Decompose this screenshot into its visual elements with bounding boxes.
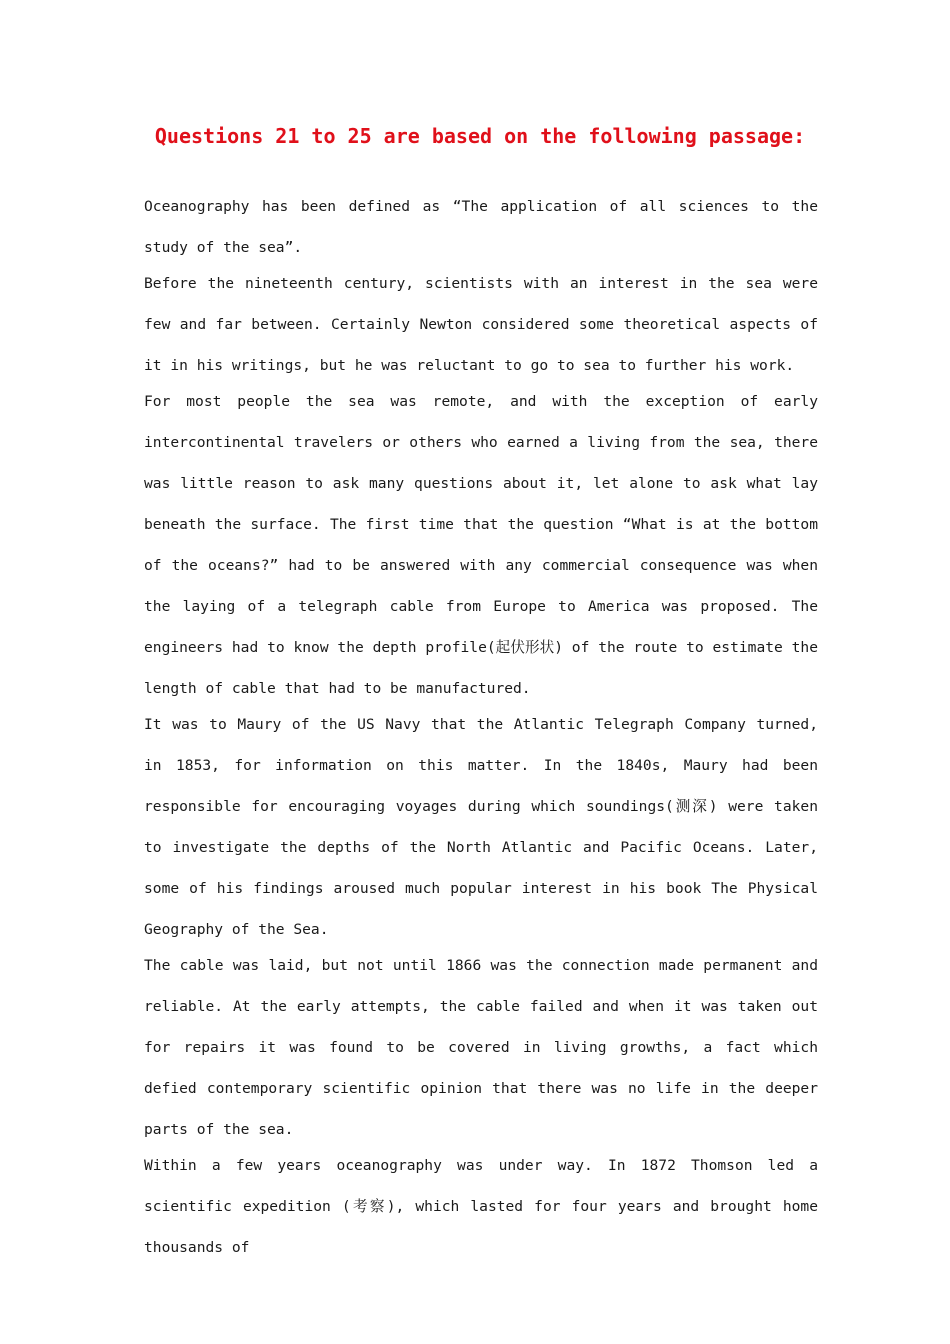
paragraph-2: Before the nineteenth century, scientists with an interest in the sea were few and far between. Certainly Newton considered some theoretical aspects of it in his writings, but he was reluctant to go to sea to further his work. [144,275,818,374]
passage-body [144,186,818,1263]
passage-heading: Questions 21 to 25 are based on the following passage: [154,124,806,148]
paragraph-5: The cable was laid, but not until 1866 was the connection made permanent and reliable. At the early attempts, the cable failed and when it was taken out for repairs it was found to be covered in living growths, a fact which defied contemporary scientific opinion that there was no life in the deeper parts of the sea. [144,957,818,1138]
paragraph-1: Oceanography has been defined as “The application of all sciences to the study of the sea”. [144,198,818,256]
paragraph-3: For most people the sea was remote, and with the exception of early intercontinental travelers or others who earned a living from the sea, there was little reason to ask many questions about it, let alone to ask what lay beneath the surface. The first time that the question “What is at the bottom of the oceans?” had to be answered with any commercial consequence was when the laying of a telegraph cable from Europe to America was proposed. The engineers had to know the depth profile(起伏形状) of the route to estimate the length of cable that had to be manufactured. [144,393,818,697]
paragraph-4: It was to Maury of the US Navy that the Atlantic Telegraph Company turned, in 1853, for information on this matter. In the 1840s, Maury had been responsible for encouraging voyages during which soundings(测深) were taken to investigate the depths of the North Atlantic and Pacific Oceans. Later, some of his findings aroused much popular interest in his book The Physical Geography of the Sea. [144,716,818,938]
paragraph-6: Within a few years oceanography was under way. In 1872 Thomson led a scientific expedition (考察), which lasted for four years and brought home thousands of [144,1157,818,1256]
